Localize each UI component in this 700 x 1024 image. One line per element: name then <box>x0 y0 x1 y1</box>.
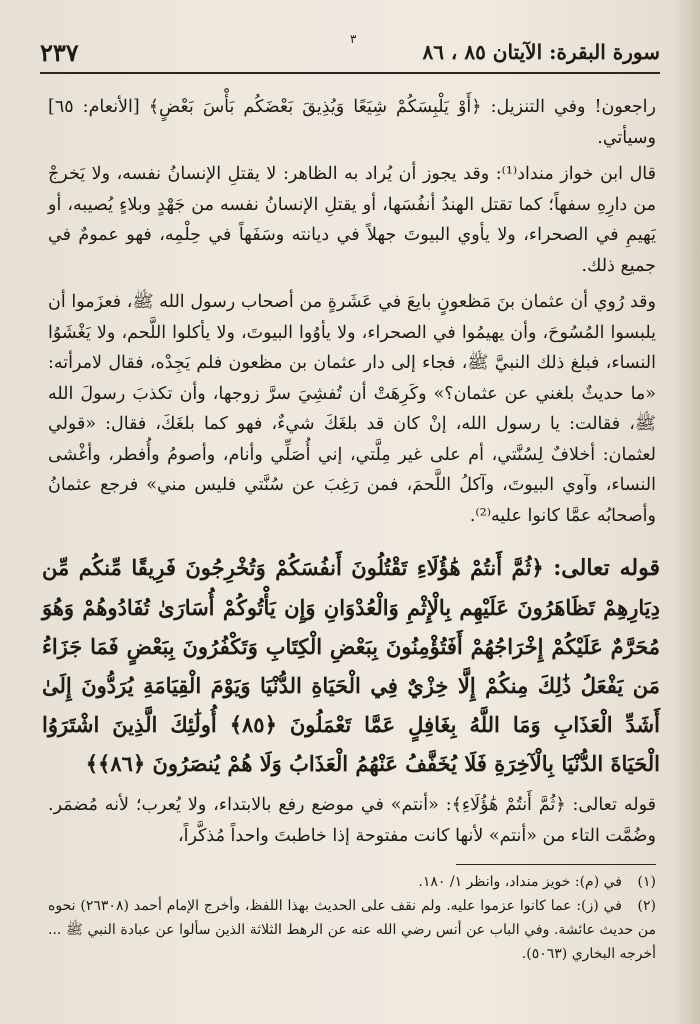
footnote-1 <box>48 870 656 894</box>
page-number: ٢٣٧ <box>40 38 79 67</box>
surah-header-title: سورة البقرة: الآيتان ٨٥ ، ٨٦ <box>422 40 660 64</box>
verse-text: ﴿ثُمَّ أَنتُمْ هَٰؤُلَاءِ تَقْتُلُونَ أَنفُسَكُمْ وَتُخْرِجُونَ فَرِيقًا مِّنكُم مِّن دِيَارِهِمْ تَظَاهَرُونَ عَلَيْهِم بِالْإِثْمِ وَالْعُدْوَانِ وَإِن يَأْتُوكُمْ أُسَارَىٰ تُفَادُوهُمْ وَهُوَ مُحَرَّمٌ عَلَيْكُمْ إِخْرَاجُهُمْ أَفَتُؤْمِنُونَ بِبَعْضِ الْكِتَابِ وَتَكْفُرُونَ بِبَعْضٍ فَمَا جَزَاءُ مَن يَفْعَلُ ذَٰلِكَ مِنكُمْ إِلَّا خِزْيٌ فِي الْحَيَاةِ الدُّنْيَا وَيَوْمَ الْقِيَامَةِ يُرَدُّونَ إِلَىٰ أَشَدِّ الْعَذَابِ وَمَا اللَّهُ بِغَافِلٍ عَمَّا تَعْمَلُونَ ﴿٨٥﴾ أُولَٰئِكَ الَّذِينَ اشْتَرَوُا الْحَيَاةَ الدُّنْيَا بِالْآخِرَةِ فَلَا يُخَفَّفُ عَنْهُمُ الْعَذَابُ وَلَا هُمْ يُنصَرُونَ ﴿٨٦﴾﴾ <box>42 555 660 776</box>
footnote-number: (١) <box>637 874 656 890</box>
paragraph-2: قال ابن خواز منداد⁽¹⁾: وقد يجوز أن يُراد به الظاهر: لا يقتلِ الإنسانُ نفسه، ولا يَخرجْ من دارِهِ سفهاً؛ كما تقتل الهندُ أنفُسَها، أو يقتلِ الإنسانُ نفسه من جَهْدٍ وبلاءٍ يُصيبه، أو يَهيمِ في الصحراء، ولا يأوي البيوتَ جهلاً في ديانته وسَفَهاً في حِلْمِه، فهو عمومٌ في جميع ذلك. <box>48 164 656 276</box>
header-mark: ٣ <box>350 32 357 46</box>
verse-lead: قوله تعالى: <box>553 555 661 581</box>
verse-commentary: قوله تعالى: ﴿ثُمَّ أَنتُمْ هَٰؤُلَاءِ﴾: «أنتم» في موضع رفع بالابتداء، ولا يُعرب؛ لأنه مُضمَر. وضُمَّت التاء من «أنتم» لأنها كانت مفتوحة إذا خاطبتَ واحداً مُذكَّراً، <box>48 795 656 846</box>
commentary-body <box>48 92 656 537</box>
page-spine-shadow <box>674 0 700 1024</box>
footnotes <box>48 870 656 966</box>
footnote-number: (٢) <box>637 898 656 914</box>
footnote-text: في (ز): عما كانوا عزموا عليه. ولم نقف على الحديث بهذا اللفظ، وأخرج الإمام أحمد (٢٦٣٠٨) نحوه من حديث عائشة. وفي الباب عن أنس رضي الله عنه عن الرهط الثلاثة الذين سألوا عن عبادة النبي ﷺ ... أخرجه البخاري (٥٠٦٣). <box>48 898 656 962</box>
paragraph-1: راجعون! وفي التنزيل: ﴿أَوْ يَلْبِسَكُمْ شِيَعًا وَيُذِيقَ بَعْضَكُم بَأْسَ بَعْضٍ﴾ [الأنعام: ٦٥] وسيأتي. <box>48 97 656 148</box>
paragraph-3: وقد رُوي أن عثمان بنَ مَظعونٍ بايعَ في عَشَرةٍ من أصحاب رسول الله ﷺ، فعزَموا أن يلبسوا المُسُوحَ، وأن يهيمُوا في الصحراء، ولا يأوُوا البيوتَ، ولا يأكلوا اللَّحم، ولا يَغْشَوُا النساء، فبلغ ذلك النبيَّ ﷺ، فجاء إلى دار عثمان بن مظعون فلم يَجِدْه، فقال لامرأته: «ما حديثٌ بلغني عن عثمان؟» وكَرِهَتْ أن تُفشِيَ سرَّ زوجها، وأن تكذبَ رسولَ الله ﷺ، فقالت: يا رسول الله، إنْ كان قد بلغَكَ شيءٌ، فهو كما بلغَكَ، فقال: «قولي لعثمان: أخلافٌ لِسُنَّتي، أم على غير مِلَّتي، إني أُصَلِّي وأنام، وأصومُ وأُفطر، وأغْشى النساء، وآوي البيوتَ، وآكلُ اللَّحمَ، فمن رَغِبَ عن سُنَّتي فليس مني» فرجع عثمانُ وأصحابُه عمَّا كانوا عليه⁽²⁾. <box>48 292 656 526</box>
header-divider <box>40 72 660 74</box>
page-header <box>40 32 660 76</box>
quran-verse-block <box>42 548 660 783</box>
footnote-text: في (م): خويز منداد، وانظر ١/ ١٨٠. <box>418 874 622 890</box>
footnote-divider <box>456 864 656 865</box>
footnote-2 <box>48 894 656 966</box>
